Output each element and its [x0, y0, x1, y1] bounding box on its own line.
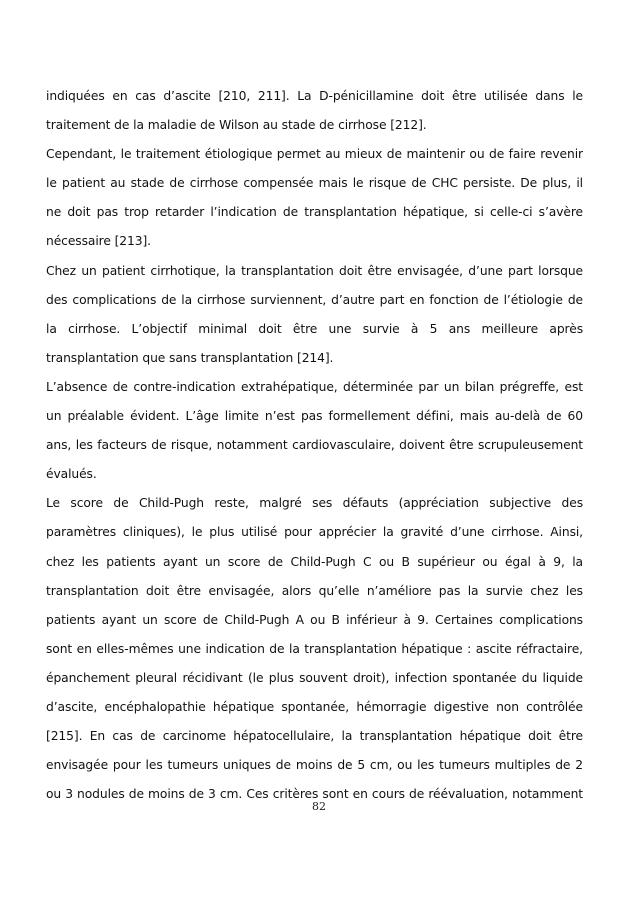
page-number: 82 — [312, 800, 326, 813]
text-line: L’absence de contre-indication extrahépatique, déterminée par un bilan prégreffe, est — [46, 379, 583, 394]
text-line: chez les patients ayant un score de Child-Pugh C ou B supérieur ou égal à 9, la — [46, 554, 583, 569]
text-line: Chez un patient cirrhotique, la transplantation doit être envisagée, d’une part lorsque — [46, 263, 583, 278]
text-line: indiquées en cas d’ascite [210, 211]. La D-pénicillamine doit être utilisée dans le — [46, 89, 583, 103]
text-line: envisagée pour les tumeurs uniques de moins de 5 cm, ou les tumeurs multiples de 2 — [46, 758, 583, 773]
text-line: le patient au stade de cirrhose compensée mais le risque de CHC persiste. De plus, il — [46, 176, 583, 191]
text-line: des complications de la cirrhose surviennent, d’autre part en fonction de l’étiologie de — [46, 292, 583, 307]
text-line: sont en elles-mêmes une indication de la transplantation hépatique : ascite réfractaire, — [46, 641, 583, 656]
text-line: un préalable évident. L’âge limite n’est pas formellement défini, mais au-delà de 60 — [46, 409, 583, 424]
text-line: ou 3 nodules de moins de 3 cm. Ces critères sont en cours de réévaluation, notamment — [46, 787, 583, 802]
text-line: [215]. En cas de carcinome hépatocellulaire, la transplantation hépatique doit être — [46, 729, 583, 744]
text-line: nécessaire [213]. — [46, 234, 151, 249]
body-text — [46, 82, 583, 809]
text-line: traitement de la maladie de Wilson au stade de cirrhose [212]. — [46, 118, 427, 133]
text-line: Le score de Child-Pugh reste, malgré ses défauts (appréciation subjective des — [46, 496, 583, 511]
text-line: patients ayant un score de Child-Pugh A ou B inférieur à 9. Certaines complications — [46, 612, 583, 627]
text-line: paramètres cliniques), le plus utilisé pour apprécier la gravité d’une cirrhose. Ainsi, — [46, 525, 583, 540]
text-line: ne doit pas trop retarder l’indication de transplantation hépatique, si celle-ci s’avère — [46, 205, 583, 220]
text-line: transplantation que sans transplantation [214]. — [46, 350, 334, 365]
text-line: d’ascite, encéphalopathie hépatique spontanée, hémorragie digestive non contrôlée — [46, 699, 583, 714]
text-line: transplantation doit être envisagée, alors qu’elle n’améliore pas la survie chez les — [46, 583, 583, 598]
text-line: Cependant, le traitement étiologique permet au mieux de maintenir ou de faire revenir — [46, 147, 583, 162]
text-line: ans, les facteurs de risque, notamment cardiovasculaire, doivent être scrupuleusement — [46, 438, 583, 453]
text-line: épanchement pleural récidivant (le plus souvent droit), infection spontanée du liquide — [46, 670, 583, 685]
text-line: la cirrhose. L’objectif minimal doit être une survie à 5 ans meilleure après — [46, 321, 583, 336]
text-line: évalués. — [46, 467, 97, 482]
